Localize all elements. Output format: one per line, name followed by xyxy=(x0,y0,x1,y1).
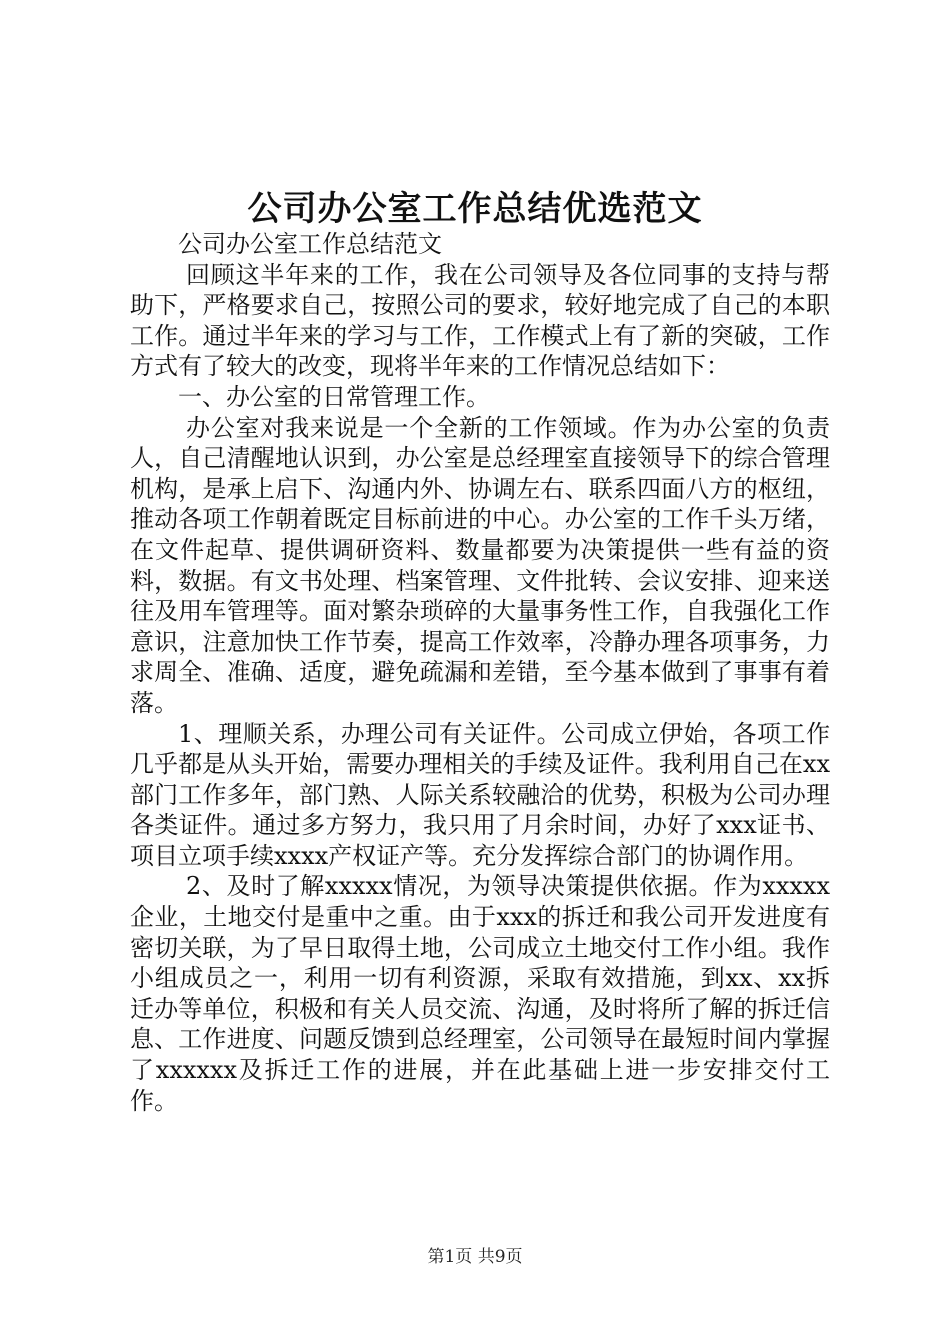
document-title: 公司办公室工作总结优选范文 xyxy=(247,189,703,229)
paragraph-section-heading: 一、办公室的日常管理工作。 xyxy=(178,382,490,411)
paragraph-subtitle: 公司办公室工作总结范文 xyxy=(178,230,442,258)
paragraph-item-1: 1、理顺关系，办理公司有关证件。公司成立伊始，各项工作几乎都是从头开始，需要办理相关的手续及证件。我利用自己在xx部门工作多年，部门熟、人际关系较融洽的优势，积极为公司办理各类证件。通过多方努力，我只用了月余时间，办好了xxx证书、项目立项手续xxxx产权证产等。充分发挥综合部门的协调作用。 xyxy=(130,719,830,870)
paragraph-office-work: 办公室对我来说是一个全新的工作领域。作为办公室的负责人，自己清醒地认识到，办公室是总经理室直接领导下的综合管理机构，是承上启下、沟通内外、协调左右、联系四面八方的枢纽，推动各项工作朝着既定目标前进的中心。办公室的工作千头万绪，在文件起草、提供调研资料、数量都要为决策提供一些有益的资料，数据。有文书处理、档案管理、文件批转、会议安排、迎来送往及用车管理等。面对繁杂琐碎的大量事务性工作，自我强化工作意识，注意加快工作节奏，提高工作效率，冷静办理各项事务，力求周全、准确、适度，避免疏漏和差错，至今基本做到了事事有着落。 xyxy=(130,413,830,717)
document-body xyxy=(130,229,830,1116)
page-number-footer: 第1页 共9页 xyxy=(427,1247,523,1267)
paragraph-item-2: 2、及时了解xxxxx情况，为领导决策提供依据。作为xxxxx企业，土地交付是重中之重。由于xxx的拆迁和我公司开发进度有密切关联，为了早日取得土地，公司成立土地交付工作小组。我作小组成员之一，利用一切有利资源，采取有效措施，到xx、xx拆迁办等单位，积极和有关人员交流、沟通，及时将所了解的拆迁信息、工作进度、问题反馈到总经理室，公司领导在最短时间内掌握了xxxxxx及拆迁工作的进展，并在此基础上进一步安排交付工作。 xyxy=(130,872,830,1115)
paragraph-intro: 回顾这半年来的工作，我在公司领导及各位同事的支持与帮助下，严格要求自己，按照公司的要求，较好地完成了自己的本职工作。通过半年来的学习与工作，工作模式上有了新的突破，工作方式有了较大的改变，现将半年来的工作情况总结如下： xyxy=(130,260,830,381)
